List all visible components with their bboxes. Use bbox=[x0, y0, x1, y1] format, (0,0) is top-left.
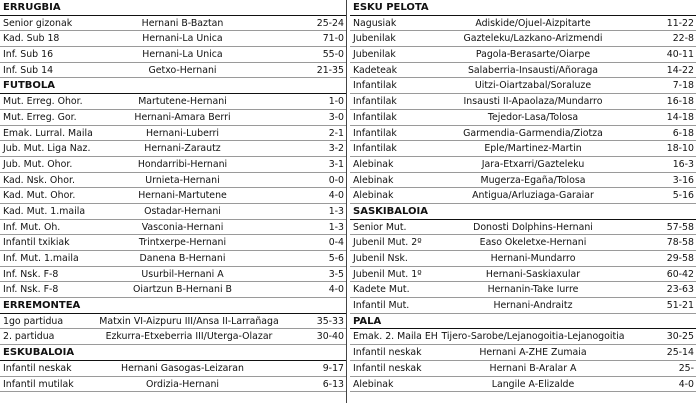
results-column-right bbox=[350, 0, 696, 392]
category-label: Kadete Mut. bbox=[353, 284, 410, 296]
match-label: Urnieta-Hernani bbox=[145, 174, 220, 186]
score-value: 6-18 bbox=[672, 127, 694, 139]
section-title: ERREMONTEA bbox=[0, 298, 346, 314]
score-value: 5-6 bbox=[328, 253, 344, 264]
match-label: Hernani B-Baztan bbox=[141, 17, 224, 29]
score-value: 25-14 bbox=[666, 347, 694, 359]
score-value: 3-1 bbox=[328, 158, 344, 170]
category-label: Infantil txikiak bbox=[3, 237, 70, 249]
category-label: Alebinak bbox=[353, 190, 394, 202]
category-label: Infantilak bbox=[353, 143, 397, 155]
match-label: Pagola-Berasarte/Oiarpe bbox=[475, 49, 591, 61]
result-row bbox=[350, 78, 696, 94]
match-label: Hernani A-ZHE Zumaia bbox=[479, 347, 587, 359]
sport-section bbox=[0, 345, 346, 392]
match-label: Getxo-Hernani bbox=[148, 64, 217, 76]
category-label: Jub. Mut. Liga Naz. bbox=[3, 143, 91, 155]
category-label: Infantilak bbox=[353, 80, 397, 92]
result-row bbox=[0, 94, 346, 110]
score-value: 55-0 bbox=[322, 49, 344, 61]
match-label: Tijero-Sarobe/Lejanogoitia-Lejanogoitia bbox=[441, 331, 625, 343]
category-label: Inf. Mut. Oh. bbox=[3, 221, 61, 233]
result-row bbox=[0, 235, 346, 251]
category-label: Jubenil Nsk. bbox=[353, 253, 408, 264]
result-row bbox=[350, 298, 696, 314]
category-label: Infantilak bbox=[353, 111, 397, 123]
match-label: Ezkurra-Etxeberria III/Uterga-Olazar bbox=[105, 331, 273, 343]
result-row bbox=[0, 31, 346, 47]
score-value: 4-0 bbox=[678, 378, 694, 390]
category-label: Inf. Sub 16 bbox=[3, 49, 54, 61]
score-value: 3-16 bbox=[672, 174, 694, 186]
category-label: Inf. Sub 14 bbox=[3, 64, 54, 76]
category-label: Jubenil Mut. 1º bbox=[353, 268, 422, 280]
score-value: 7-18 bbox=[672, 80, 694, 92]
result-row bbox=[350, 329, 696, 345]
match-label: Hernani-La Unica bbox=[142, 33, 223, 45]
category-label: Infantil neskak bbox=[3, 362, 72, 374]
result-row bbox=[0, 141, 346, 157]
match-label: Langile A-Elizalde bbox=[491, 378, 575, 390]
category-label: Infantilak bbox=[353, 96, 397, 108]
match-label: Hondarribi-Hernani bbox=[137, 158, 228, 170]
result-row bbox=[0, 204, 346, 220]
category-label: Mut. Erreg. Ohor. bbox=[3, 96, 83, 108]
result-row bbox=[350, 220, 696, 236]
score-value: 23-63 bbox=[666, 284, 694, 296]
sport-section bbox=[0, 78, 346, 298]
category-label: Inf. Nsk. F-8 bbox=[3, 268, 59, 280]
match-label: Hernanin-Take Iurre bbox=[487, 284, 579, 296]
result-row bbox=[350, 110, 696, 126]
score-value: 16-3 bbox=[672, 158, 694, 170]
match-label: Easo Okeletxe-Hernani bbox=[479, 237, 587, 249]
match-label: Martutene-Hernani bbox=[138, 96, 227, 108]
result-row bbox=[350, 282, 696, 298]
score-value: 3-5 bbox=[328, 268, 344, 280]
category-label: Kad. Sub 18 bbox=[3, 33, 60, 45]
match-label: Danena B-Hernani bbox=[139, 253, 226, 264]
result-row bbox=[0, 251, 346, 267]
score-value: 1-3 bbox=[328, 205, 344, 217]
match-label: Uitzi-Oiartzabal/Soraluze bbox=[474, 80, 592, 92]
match-label: Donosti Dolphins-Hernani bbox=[473, 221, 593, 233]
result-row bbox=[350, 126, 696, 142]
score-value: 11-22 bbox=[666, 17, 694, 29]
category-label: Infantil Mut. bbox=[353, 300, 410, 312]
score-value: 1-0 bbox=[328, 96, 344, 108]
match-label: Adiskide/Ojuel-Aizpitarte bbox=[475, 17, 591, 29]
category-label: Emak. 2. Maila EH bbox=[353, 331, 438, 343]
score-value: 29-58 bbox=[666, 253, 694, 264]
sport-section bbox=[350, 0, 696, 204]
match-label: Hernani-Martutene bbox=[138, 190, 227, 202]
score-value: 30-40 bbox=[316, 331, 344, 343]
category-label: Alebinak bbox=[353, 158, 394, 170]
category-label: Emak. Lurral. Maila bbox=[3, 127, 93, 139]
result-row bbox=[350, 47, 696, 63]
category-label: Jubenil Mut. 2º bbox=[353, 237, 422, 249]
score-value: 0-4 bbox=[328, 237, 344, 249]
score-value: 14-18 bbox=[666, 111, 694, 123]
category-label: Alebinak bbox=[353, 378, 394, 390]
match-label: Gazteleku/Lazkano-Arizmendi bbox=[463, 33, 603, 45]
match-label: Tejedor-Lasa/Tolosa bbox=[487, 111, 579, 123]
category-label: Senior gizonak bbox=[3, 17, 73, 29]
score-value: 71-0 bbox=[322, 33, 344, 45]
result-row bbox=[350, 63, 696, 79]
result-row bbox=[0, 16, 346, 32]
category-label: Kad. Mut. Ohor. bbox=[3, 190, 76, 202]
match-label: Vasconia-Hernani bbox=[141, 221, 224, 233]
sport-section bbox=[0, 0, 346, 78]
category-label: Kadeteak bbox=[353, 64, 398, 76]
match-label: Ostadar-Hernani bbox=[144, 205, 221, 217]
score-value: 21-35 bbox=[316, 64, 344, 76]
result-row bbox=[0, 63, 346, 79]
result-row bbox=[0, 267, 346, 283]
score-value: 2-1 bbox=[328, 127, 344, 139]
category-label: Infantilak bbox=[353, 127, 397, 139]
score-value: 22-8 bbox=[672, 33, 694, 45]
category-label: Mut. Erreg. Gor. bbox=[3, 111, 77, 123]
result-row bbox=[0, 377, 346, 393]
section-title: ERRUGBIA bbox=[0, 0, 346, 16]
match-label: Hernani-Mundarro bbox=[490, 253, 576, 264]
result-row bbox=[0, 173, 346, 189]
category-label: Infantil mutilak bbox=[3, 378, 74, 390]
score-value: 25- bbox=[678, 362, 694, 374]
result-row bbox=[350, 251, 696, 267]
category-label: Nagusiak bbox=[353, 17, 397, 29]
score-value: 0-0 bbox=[328, 174, 344, 186]
score-value: 57-58 bbox=[666, 221, 694, 233]
category-label: Senior Mut. bbox=[353, 221, 407, 233]
result-row bbox=[350, 173, 696, 189]
category-label: Kad. Mut. 1.maila bbox=[3, 205, 86, 217]
match-label: Garmendia-Garmendia/Ziotza bbox=[463, 127, 603, 139]
sport-section bbox=[0, 298, 346, 345]
section-title: SASKIBALOIA bbox=[350, 204, 696, 220]
result-row bbox=[350, 157, 696, 173]
score-value: 35-33 bbox=[316, 315, 344, 327]
score-value: 6-13 bbox=[322, 378, 344, 390]
category-label: Inf. Nsk. F-8 bbox=[3, 284, 59, 296]
score-value: 30-25 bbox=[666, 331, 694, 343]
match-label: Jara-Etxarri/Gazteleku bbox=[481, 158, 585, 170]
score-value: 18-10 bbox=[666, 143, 694, 155]
category-label: Infantil neskak bbox=[353, 347, 422, 359]
result-row bbox=[350, 188, 696, 204]
score-value: 14-22 bbox=[666, 64, 694, 76]
sport-section bbox=[350, 314, 696, 392]
category-label: Jubenilak bbox=[353, 33, 396, 45]
match-label: Hernani-Andraitz bbox=[493, 300, 573, 312]
score-value: 51-21 bbox=[666, 300, 694, 312]
category-label: Alebinak bbox=[353, 174, 394, 186]
result-row bbox=[350, 94, 696, 110]
score-value: 60-42 bbox=[666, 268, 694, 280]
score-value: 5-16 bbox=[672, 190, 694, 202]
section-title: ESKUBALOIA bbox=[0, 345, 346, 361]
column-divider bbox=[346, 0, 347, 403]
match-label: Mugerza-Egaña/Tolosa bbox=[480, 174, 586, 186]
result-row bbox=[0, 361, 346, 377]
result-row bbox=[350, 345, 696, 361]
result-row bbox=[0, 220, 346, 236]
category-label: 2. partidua bbox=[3, 331, 55, 343]
category-label: Infantil neskak bbox=[353, 362, 422, 374]
result-row bbox=[0, 329, 346, 345]
result-row bbox=[350, 16, 696, 32]
result-row bbox=[350, 267, 696, 283]
match-label: Ordizia-Hernani bbox=[145, 378, 220, 390]
results-column-left bbox=[0, 0, 346, 392]
sport-section bbox=[350, 204, 696, 314]
match-label: Hernani-Amara Berri bbox=[134, 111, 231, 123]
match-label: Hernani-Zarautz bbox=[144, 143, 221, 155]
match-label: Oiartzun B-Hernani B bbox=[132, 284, 232, 296]
result-row bbox=[0, 157, 346, 173]
section-title: PALA bbox=[350, 314, 696, 330]
match-label: Hernani-Saskiaxular bbox=[485, 268, 581, 280]
result-row bbox=[0, 314, 346, 330]
match-label: Hernani Gasogas-Leizaran bbox=[121, 362, 244, 374]
result-row bbox=[0, 110, 346, 126]
score-value: 4-0 bbox=[328, 284, 344, 296]
match-label: Hernani-Luberri bbox=[146, 127, 219, 139]
score-value: 78-58 bbox=[666, 237, 694, 249]
category-label: Jubenilak bbox=[353, 49, 396, 61]
score-value: 4-0 bbox=[328, 190, 344, 202]
match-label: Salaberria-Insausti/Añoraga bbox=[467, 64, 599, 76]
category-label: Jub. Mut. Ohor. bbox=[3, 158, 73, 170]
category-label: Kad. Nsk. Ohor. bbox=[3, 174, 75, 186]
match-label: Antigua/Arluziaga-Garaiar bbox=[472, 190, 594, 202]
result-row bbox=[0, 188, 346, 204]
score-value: 25-24 bbox=[316, 17, 344, 29]
score-value: 3-0 bbox=[328, 111, 344, 123]
result-row bbox=[0, 47, 346, 63]
result-row bbox=[350, 141, 696, 157]
match-label: Hernani B-Aralar A bbox=[489, 362, 577, 374]
category-label: 1go partidua bbox=[3, 315, 64, 327]
score-value: 1-3 bbox=[328, 221, 344, 233]
result-row bbox=[350, 361, 696, 377]
match-label: Hernani-La Unica bbox=[142, 49, 223, 61]
section-title: ESKU PELOTA bbox=[350, 0, 696, 16]
result-row bbox=[350, 377, 696, 393]
section-title: FUTBOLA bbox=[0, 78, 346, 94]
score-value: 9-17 bbox=[322, 362, 344, 374]
score-value: 40-11 bbox=[666, 49, 694, 61]
match-label: Insausti II-Apaolaza/Mundarro bbox=[463, 96, 603, 108]
score-value: 16-18 bbox=[666, 96, 694, 108]
result-row bbox=[0, 282, 346, 298]
result-row bbox=[0, 126, 346, 142]
match-label: Usurbil-Hernani A bbox=[141, 268, 224, 280]
result-row bbox=[350, 31, 696, 47]
result-row bbox=[350, 235, 696, 251]
score-value: 3-2 bbox=[328, 143, 344, 155]
match-label: Trintxerpe-Hernani bbox=[138, 237, 227, 249]
category-label: Inf. Mut. 1.maila bbox=[3, 253, 79, 264]
match-label: Matxin VI-Aizpuru III/Ansa II-Larrañaga bbox=[99, 315, 279, 327]
match-label: Eple/Martinez-Martin bbox=[484, 143, 582, 155]
